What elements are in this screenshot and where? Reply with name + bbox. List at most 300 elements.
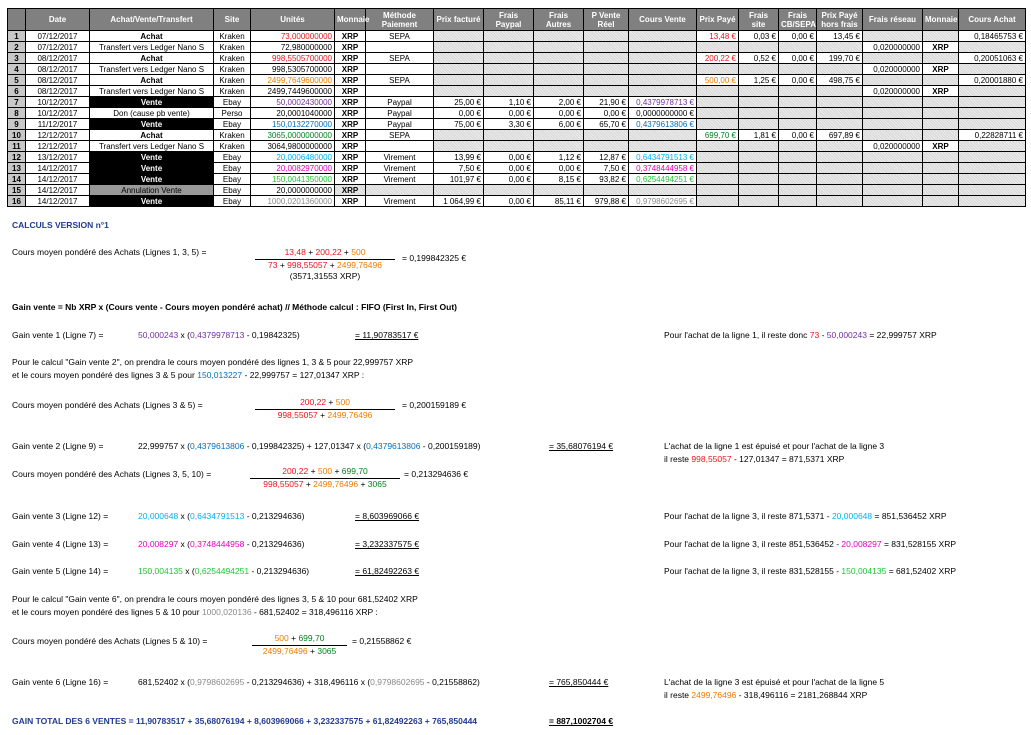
table-cell bbox=[923, 130, 959, 141]
table-row bbox=[8, 75, 1026, 86]
table-cell: Vente bbox=[90, 174, 214, 185]
table-cell: 2 bbox=[8, 42, 26, 53]
table-row bbox=[8, 152, 1026, 163]
table-cell: Perso bbox=[214, 108, 251, 119]
cm4-result: = 0,21558862 € bbox=[352, 636, 412, 646]
g2-expr: 22,999757 x (0,4379613806 - 0,199842325) + 127,01347 x (0,4379613806 - 0,200159189) bbox=[138, 441, 481, 451]
table-cell bbox=[959, 174, 1026, 185]
table-cell bbox=[863, 75, 923, 86]
g6-label: Gain vente 6 (Ligne 16) = bbox=[12, 677, 109, 687]
table-cell: 65,70 € bbox=[584, 119, 629, 130]
cm3-label: Cours moyen pondéré des Achats (Lignes 3, 5, 10) = bbox=[12, 469, 212, 479]
table-cell bbox=[366, 42, 434, 53]
table-cell: XRP bbox=[335, 196, 366, 207]
table-cell: Vente bbox=[90, 119, 214, 130]
table-cell bbox=[697, 64, 739, 75]
header-cell: Frais Autres bbox=[534, 9, 584, 31]
table-row bbox=[8, 64, 1026, 75]
table-cell: 0,52 € bbox=[739, 53, 779, 64]
table-cell: XRP bbox=[923, 86, 959, 97]
table-cell: 1,81 € bbox=[739, 130, 779, 141]
table-cell: Paypal bbox=[366, 97, 434, 108]
table-cell: XRP bbox=[335, 141, 366, 152]
formula: Gain vente = Nb XRP x (Cours vente - Cours moyen pondéré achat) // Méthode calcul : FIFO (First In, First Out) bbox=[12, 302, 457, 312]
table-cell: 0,00 € bbox=[779, 75, 817, 86]
table-cell: 13,99 € bbox=[434, 152, 484, 163]
header-cell bbox=[8, 9, 26, 31]
table-cell bbox=[697, 163, 739, 174]
table-row bbox=[8, 31, 1026, 42]
table-cell: 14/12/2017 bbox=[26, 196, 90, 207]
table-cell bbox=[863, 108, 923, 119]
table-cell: 101,97 € bbox=[434, 174, 484, 185]
table-cell bbox=[817, 174, 863, 185]
table-cell: XRP bbox=[335, 163, 366, 174]
header-cell: Frais Paypal bbox=[484, 9, 534, 31]
table-cell bbox=[817, 86, 863, 97]
table-cell: 1,12 € bbox=[534, 152, 584, 163]
table-cell: 4 bbox=[8, 64, 26, 75]
table-cell bbox=[863, 31, 923, 42]
table-cell bbox=[484, 75, 534, 86]
table-cell: Transfert vers Ledger Nano S bbox=[90, 42, 214, 53]
table-cell: Achat bbox=[90, 75, 214, 86]
table-cell: 13,48 € bbox=[697, 31, 739, 42]
table-cell: Transfert vers Ledger Nano S bbox=[90, 64, 214, 75]
table-cell: 498,75 € bbox=[817, 75, 863, 86]
table-cell: 9 bbox=[8, 119, 26, 130]
p6-line1: Pour le calcul "Gain vente 6", on prendra le cours moyen pondéré des lignes 3, 5 & 10 pour 681,52402 XRP bbox=[12, 594, 418, 604]
table-cell bbox=[923, 119, 959, 130]
table-cell: XRP bbox=[335, 174, 366, 185]
table-cell bbox=[817, 163, 863, 174]
g2-note2: il reste 998,55057 - 127,01347 = 871,5371 XRP bbox=[664, 454, 845, 464]
table-cell: 85,11 € bbox=[534, 196, 584, 207]
table-cell: Ebay bbox=[214, 119, 251, 130]
table-row bbox=[8, 42, 1026, 53]
total-result: = 887,1002704 € bbox=[549, 716, 614, 726]
table-cell: Kraken bbox=[214, 42, 251, 53]
table-cell: 0,00 € bbox=[484, 196, 534, 207]
table-cell: 20,0082970000 bbox=[251, 163, 335, 174]
table-cell: 0,22828711 € bbox=[959, 130, 1026, 141]
cm2-result: = 0,200159189 € bbox=[402, 400, 467, 410]
table-cell bbox=[779, 185, 817, 196]
table-cell bbox=[629, 75, 697, 86]
g1-label: Gain vente 1 (Ligne 7) = bbox=[12, 330, 104, 340]
table-cell bbox=[959, 185, 1026, 196]
table-cell: 3065,0000000000 bbox=[251, 130, 335, 141]
table-cell: Virement bbox=[366, 163, 434, 174]
table-cell: Vente bbox=[90, 163, 214, 174]
table-cell bbox=[779, 196, 817, 207]
table-cell: 10 bbox=[8, 130, 26, 141]
table-cell bbox=[484, 53, 534, 64]
table-cell bbox=[697, 86, 739, 97]
table-cell: 0,20001880 € bbox=[959, 75, 1026, 86]
header-cell: Prix Payé hors frais bbox=[817, 9, 863, 31]
table-cell: 16 bbox=[8, 196, 26, 207]
table-cell bbox=[739, 163, 779, 174]
table-row bbox=[8, 108, 1026, 119]
table-cell: 14 bbox=[8, 174, 26, 185]
table-cell: 12 bbox=[8, 152, 26, 163]
table-cell bbox=[863, 97, 923, 108]
table-cell: Achat bbox=[90, 130, 214, 141]
g2-label: Gain vente 2 (Ligne 9) = bbox=[12, 441, 104, 451]
table-cell: Kraken bbox=[214, 141, 251, 152]
table-cell: 08/12/2017 bbox=[26, 86, 90, 97]
table-cell bbox=[959, 86, 1026, 97]
table-cell bbox=[959, 42, 1026, 53]
table-cell: Paypal bbox=[366, 119, 434, 130]
cm4-label: Cours moyen pondéré des Achats (Lignes 5 & 10) = bbox=[12, 636, 208, 646]
table-cell bbox=[584, 141, 629, 152]
table-cell: 08/12/2017 bbox=[26, 75, 90, 86]
table-cell bbox=[779, 119, 817, 130]
table-cell bbox=[923, 196, 959, 207]
g4-note: Pour l'achat de la ligne 3, il reste 851,536452 - 20,008297 = 831,528155 XRP bbox=[664, 539, 957, 549]
table-cell: SEPA bbox=[366, 31, 434, 42]
table-cell: 697,89 € bbox=[817, 130, 863, 141]
table-cell bbox=[484, 141, 534, 152]
table-cell: 0,020000000 bbox=[863, 141, 923, 152]
table-cell bbox=[697, 196, 739, 207]
table-cell: 3064,9800000000 bbox=[251, 141, 335, 152]
table-cell bbox=[584, 53, 629, 64]
table-cell: 13 bbox=[8, 163, 26, 174]
table-cell bbox=[863, 130, 923, 141]
table-cell bbox=[697, 119, 739, 130]
table-row bbox=[8, 174, 1026, 185]
table-cell: 7 bbox=[8, 97, 26, 108]
table-cell: XRP bbox=[335, 42, 366, 53]
table-cell: Achat bbox=[90, 53, 214, 64]
table-cell: 0,4379978713 € bbox=[629, 97, 697, 108]
table-cell bbox=[959, 152, 1026, 163]
table-cell: 200,22 € bbox=[697, 53, 739, 64]
total-label: GAIN TOTAL DES 6 VENTES = 11,90783517 + 35,68076194 + 8,603969066 + 3,232337575 + 61,82492263 + 765,850444 bbox=[12, 716, 478, 726]
table-cell: 0,00 € bbox=[584, 108, 629, 119]
table-cell: XRP bbox=[335, 108, 366, 119]
table-cell: 1,25 € bbox=[739, 75, 779, 86]
table-row bbox=[8, 163, 1026, 174]
table-cell bbox=[923, 31, 959, 42]
table-cell: 3 bbox=[8, 53, 26, 64]
table-cell: Transfert vers Ledger Nano S bbox=[90, 86, 214, 97]
table-cell bbox=[923, 174, 959, 185]
table-cell: XRP bbox=[335, 97, 366, 108]
table-cell bbox=[817, 64, 863, 75]
table-cell: XRP bbox=[335, 130, 366, 141]
table-cell: 20,0000000000 bbox=[251, 185, 335, 196]
p2-line2: et le cours moyen pondéré des lignes 3 & 5 pour 150,013227 - 22,999757 = 127,01347 XRP : bbox=[12, 370, 365, 380]
table-cell bbox=[739, 185, 779, 196]
table-cell bbox=[534, 64, 584, 75]
table-cell bbox=[863, 185, 923, 196]
table-cell bbox=[923, 163, 959, 174]
p2-line1: Pour le calcul "Gain vente 2", on prendra le cours moyen pondéré des lignes 1, 3 & 5 pour 22,999757 XRP bbox=[12, 357, 414, 367]
table-cell bbox=[434, 86, 484, 97]
table-cell: 12/12/2017 bbox=[26, 141, 90, 152]
table-cell: 50,0002430000 bbox=[251, 97, 335, 108]
table-cell: XRP bbox=[923, 42, 959, 53]
cm2-label: Cours moyen pondéré des Achats (Lignes 3 & 5) = bbox=[12, 400, 203, 410]
table-cell: Transfert vers Ledger Nano S bbox=[90, 141, 214, 152]
table-cell bbox=[739, 64, 779, 75]
table-cell: 0,6254494251 € bbox=[629, 174, 697, 185]
table-cell bbox=[484, 31, 534, 42]
table-cell bbox=[629, 64, 697, 75]
table-cell: 12/12/2017 bbox=[26, 130, 90, 141]
table-cell bbox=[739, 174, 779, 185]
table-cell: 0,00 € bbox=[484, 152, 534, 163]
table-cell bbox=[534, 141, 584, 152]
table-cell: Vente bbox=[90, 196, 214, 207]
g4-result: = 3,232337575 € bbox=[355, 539, 420, 549]
table-cell: 0,00 € bbox=[434, 108, 484, 119]
table-cell: XRP bbox=[335, 185, 366, 196]
table-cell bbox=[739, 119, 779, 130]
table-cell: 72,980000000 bbox=[251, 42, 335, 53]
table-cell bbox=[697, 141, 739, 152]
table-cell bbox=[434, 31, 484, 42]
g5-note: Pour l'achat de la ligne 3, il reste 831,528155 - 150,004135 = 681,52402 XRP bbox=[664, 566, 957, 576]
table-cell bbox=[817, 97, 863, 108]
cm1-fraction: 13,48 + 200,22 + 500 73 + 998,55057 + 2499,76496 (3571,31553 XRP) bbox=[255, 247, 395, 282]
table-cell: 0,00 € bbox=[534, 108, 584, 119]
table-cell: 0,00 € bbox=[779, 130, 817, 141]
table-cell bbox=[434, 141, 484, 152]
table-cell bbox=[534, 86, 584, 97]
table-cell: Ebay bbox=[214, 97, 251, 108]
table-cell: 1,10 € bbox=[484, 97, 534, 108]
g4-expr: 20,008297 x (0,3748444958 - 0,213294636) bbox=[138, 539, 305, 549]
table-cell: 0,00 € bbox=[779, 31, 817, 42]
g1-result: = 11,90783517 € bbox=[355, 330, 419, 340]
table-cell bbox=[484, 185, 534, 196]
table-cell: SEPA bbox=[366, 75, 434, 86]
table-cell: Vente bbox=[90, 97, 214, 108]
table-cell bbox=[534, 185, 584, 196]
table-cell bbox=[584, 75, 629, 86]
table-cell bbox=[629, 185, 697, 196]
table-cell: 0,0000000000 € bbox=[629, 108, 697, 119]
table-cell: XRP bbox=[335, 119, 366, 130]
table-cell: 93,82 € bbox=[584, 174, 629, 185]
header-cell: Frais CB/SEPA bbox=[779, 9, 817, 31]
table-cell bbox=[817, 42, 863, 53]
g3-expr: 20,000648 x (0,6434791513 - 0,213294636) bbox=[138, 511, 305, 521]
table-cell: Virement bbox=[366, 196, 434, 207]
table-cell: XRP bbox=[923, 64, 959, 75]
g3-result: = 8,603969066 € bbox=[355, 511, 420, 521]
table-cell bbox=[817, 196, 863, 207]
table-cell: SEPA bbox=[366, 130, 434, 141]
table-cell bbox=[584, 185, 629, 196]
table-cell: 0,18465753 € bbox=[959, 31, 1026, 42]
table-cell bbox=[584, 31, 629, 42]
table-cell bbox=[697, 108, 739, 119]
table-cell: 14/12/2017 bbox=[26, 174, 90, 185]
table-cell bbox=[697, 97, 739, 108]
table-cell: 0,00 € bbox=[484, 108, 534, 119]
table-cell: Achat bbox=[90, 31, 214, 42]
table-cell: 699,70 € bbox=[697, 130, 739, 141]
g6-expr: 681,52402 x (0,9798602695 - 0,213294636) + 318,496116 x (0,9798602695 - 0,21558862) bbox=[138, 677, 480, 687]
table-cell bbox=[739, 42, 779, 53]
g3-label: Gain vente 3 (Ligne 12) = bbox=[12, 511, 109, 521]
table-cell: 0,00 € bbox=[484, 174, 534, 185]
table-cell: 20,0001040000 bbox=[251, 108, 335, 119]
table-cell: 21,90 € bbox=[584, 97, 629, 108]
header-cell: Cours Vente bbox=[629, 9, 697, 31]
table-row bbox=[8, 185, 1026, 196]
table-cell: 14/12/2017 bbox=[26, 163, 90, 174]
table-cell: Ebay bbox=[214, 163, 251, 174]
g5-label: Gain vente 5 (Ligne 14) = bbox=[12, 566, 109, 576]
table-cell: 0,020000000 bbox=[863, 42, 923, 53]
table-cell: 10/12/2017 bbox=[26, 97, 90, 108]
table-cell bbox=[863, 174, 923, 185]
table-cell: 0,020000000 bbox=[863, 86, 923, 97]
table-cell: 6,00 € bbox=[534, 119, 584, 130]
table-cell bbox=[697, 174, 739, 185]
table-cell: 2499,7649600000 bbox=[251, 75, 335, 86]
table-row bbox=[8, 86, 1026, 97]
table-cell: 150,0041350000 bbox=[251, 174, 335, 185]
table-cell: 0,020000000 bbox=[863, 64, 923, 75]
table-cell bbox=[629, 42, 697, 53]
calc-title: CALCULS VERSION n°1 bbox=[12, 220, 109, 230]
table-cell bbox=[697, 185, 739, 196]
table-cell bbox=[534, 42, 584, 53]
g3-note: Pour l'achat de la ligne 3, il reste 871,5371 - 20,000648 = 851,536452 XRP bbox=[664, 511, 947, 521]
table-cell: Virement bbox=[366, 152, 434, 163]
table-cell bbox=[923, 53, 959, 64]
table-cell bbox=[629, 86, 697, 97]
table-cell: 5 bbox=[8, 75, 26, 86]
table-cell: 6 bbox=[8, 86, 26, 97]
cm4-fraction: $\frac{500 + 699,70}{2499,76496 + 3065}$ bbox=[252, 633, 347, 657]
table-cell: 500,00 € bbox=[697, 75, 739, 86]
table-cell: Kraken bbox=[214, 130, 251, 141]
table-cell: Virement bbox=[366, 174, 434, 185]
table-cell bbox=[863, 163, 923, 174]
table-cell bbox=[366, 185, 434, 196]
table-cell: XRP bbox=[335, 75, 366, 86]
table-cell bbox=[959, 141, 1026, 152]
table-cell: 0,9798602695 € bbox=[629, 196, 697, 207]
table-cell: Kraken bbox=[214, 75, 251, 86]
table-cell bbox=[584, 42, 629, 53]
table-cell: XRP bbox=[335, 152, 366, 163]
table-cell: 10/12/2017 bbox=[26, 108, 90, 119]
table-cell bbox=[629, 53, 697, 64]
p6-line2: et le cours moyen pondéré des lignes 5 & 10 pour 1000,020136 - 681,52402 = 318,496116 XRP : bbox=[12, 607, 378, 617]
table-cell: 7,50 € bbox=[434, 163, 484, 174]
table-cell: 1 064,99 € bbox=[434, 196, 484, 207]
table-cell: 150,0132270000 bbox=[251, 119, 335, 130]
table-cell bbox=[739, 97, 779, 108]
header-cell: Unités bbox=[251, 9, 335, 31]
table-cell bbox=[629, 141, 697, 152]
table-cell bbox=[923, 152, 959, 163]
table-cell: 07/12/2017 bbox=[26, 42, 90, 53]
table-cell bbox=[959, 97, 1026, 108]
table-cell: Kraken bbox=[214, 86, 251, 97]
table-cell bbox=[959, 119, 1026, 130]
table-cell: 199,70 € bbox=[817, 53, 863, 64]
table-cell bbox=[584, 86, 629, 97]
table-cell bbox=[434, 75, 484, 86]
table-cell bbox=[863, 53, 923, 64]
table-cell bbox=[739, 196, 779, 207]
table-cell: Kraken bbox=[214, 31, 251, 42]
table-cell: 3,30 € bbox=[484, 119, 534, 130]
table-cell: XRP bbox=[335, 64, 366, 75]
table-cell bbox=[366, 141, 434, 152]
table-cell bbox=[484, 130, 534, 141]
g2-result: = 35,68076194 € bbox=[549, 441, 614, 451]
table-cell bbox=[629, 31, 697, 42]
cm1-result: = 0,199842325 € bbox=[402, 253, 467, 263]
g5-expr: 150,004135 x (0,6254494251 - 0,213294636) bbox=[138, 566, 310, 576]
table-cell bbox=[434, 64, 484, 75]
table-row bbox=[8, 130, 1026, 141]
table-cell bbox=[817, 185, 863, 196]
table-cell bbox=[863, 196, 923, 207]
table-cell bbox=[817, 119, 863, 130]
table-cell: 25,00 € bbox=[434, 97, 484, 108]
header-cell: Site bbox=[214, 9, 251, 31]
table-cell bbox=[923, 75, 959, 86]
table-cell: XRP bbox=[923, 141, 959, 152]
table-cell: 15 bbox=[8, 185, 26, 196]
g1-note: Pour l'achat de la ligne 1, il reste donc 73 - 50,000243 = 22,999757 XRP bbox=[664, 330, 937, 340]
table-cell: 07/12/2017 bbox=[26, 31, 90, 42]
table-cell: 998,5505700000 bbox=[251, 53, 335, 64]
table-row bbox=[8, 196, 1026, 207]
table-cell bbox=[923, 108, 959, 119]
table-cell bbox=[863, 152, 923, 163]
table-cell bbox=[923, 97, 959, 108]
cm3-result: = 0,213294636 € bbox=[404, 469, 469, 479]
table-cell: 0,00 € bbox=[534, 163, 584, 174]
table-cell: Ebay bbox=[214, 185, 251, 196]
table-cell: XRP bbox=[335, 31, 366, 42]
table-cell bbox=[779, 163, 817, 174]
g6-note2: il reste 2499,76496 - 318,496116 = 2181,268844 XRP bbox=[664, 690, 868, 700]
table-cell bbox=[779, 108, 817, 119]
header-cell: Prix Payé bbox=[697, 9, 739, 31]
table-cell: Vente bbox=[90, 152, 214, 163]
table-cell: 979,88 € bbox=[584, 196, 629, 207]
table-cell: 0,3748444958 € bbox=[629, 163, 697, 174]
table-cell: 13,45 € bbox=[817, 31, 863, 42]
table-cell: 11/12/2017 bbox=[26, 119, 90, 130]
table-cell: SEPA bbox=[366, 53, 434, 64]
table-cell: 0,00 € bbox=[779, 53, 817, 64]
table-cell: 998,5305700000 bbox=[251, 64, 335, 75]
table-cell: 14/12/2017 bbox=[26, 185, 90, 196]
g5-result: = 61,82492263 € bbox=[355, 566, 420, 576]
table-cell: Ebay bbox=[214, 196, 251, 207]
table-cell bbox=[629, 130, 697, 141]
table-cell: XRP bbox=[335, 86, 366, 97]
table-cell bbox=[697, 152, 739, 163]
table-cell bbox=[779, 174, 817, 185]
